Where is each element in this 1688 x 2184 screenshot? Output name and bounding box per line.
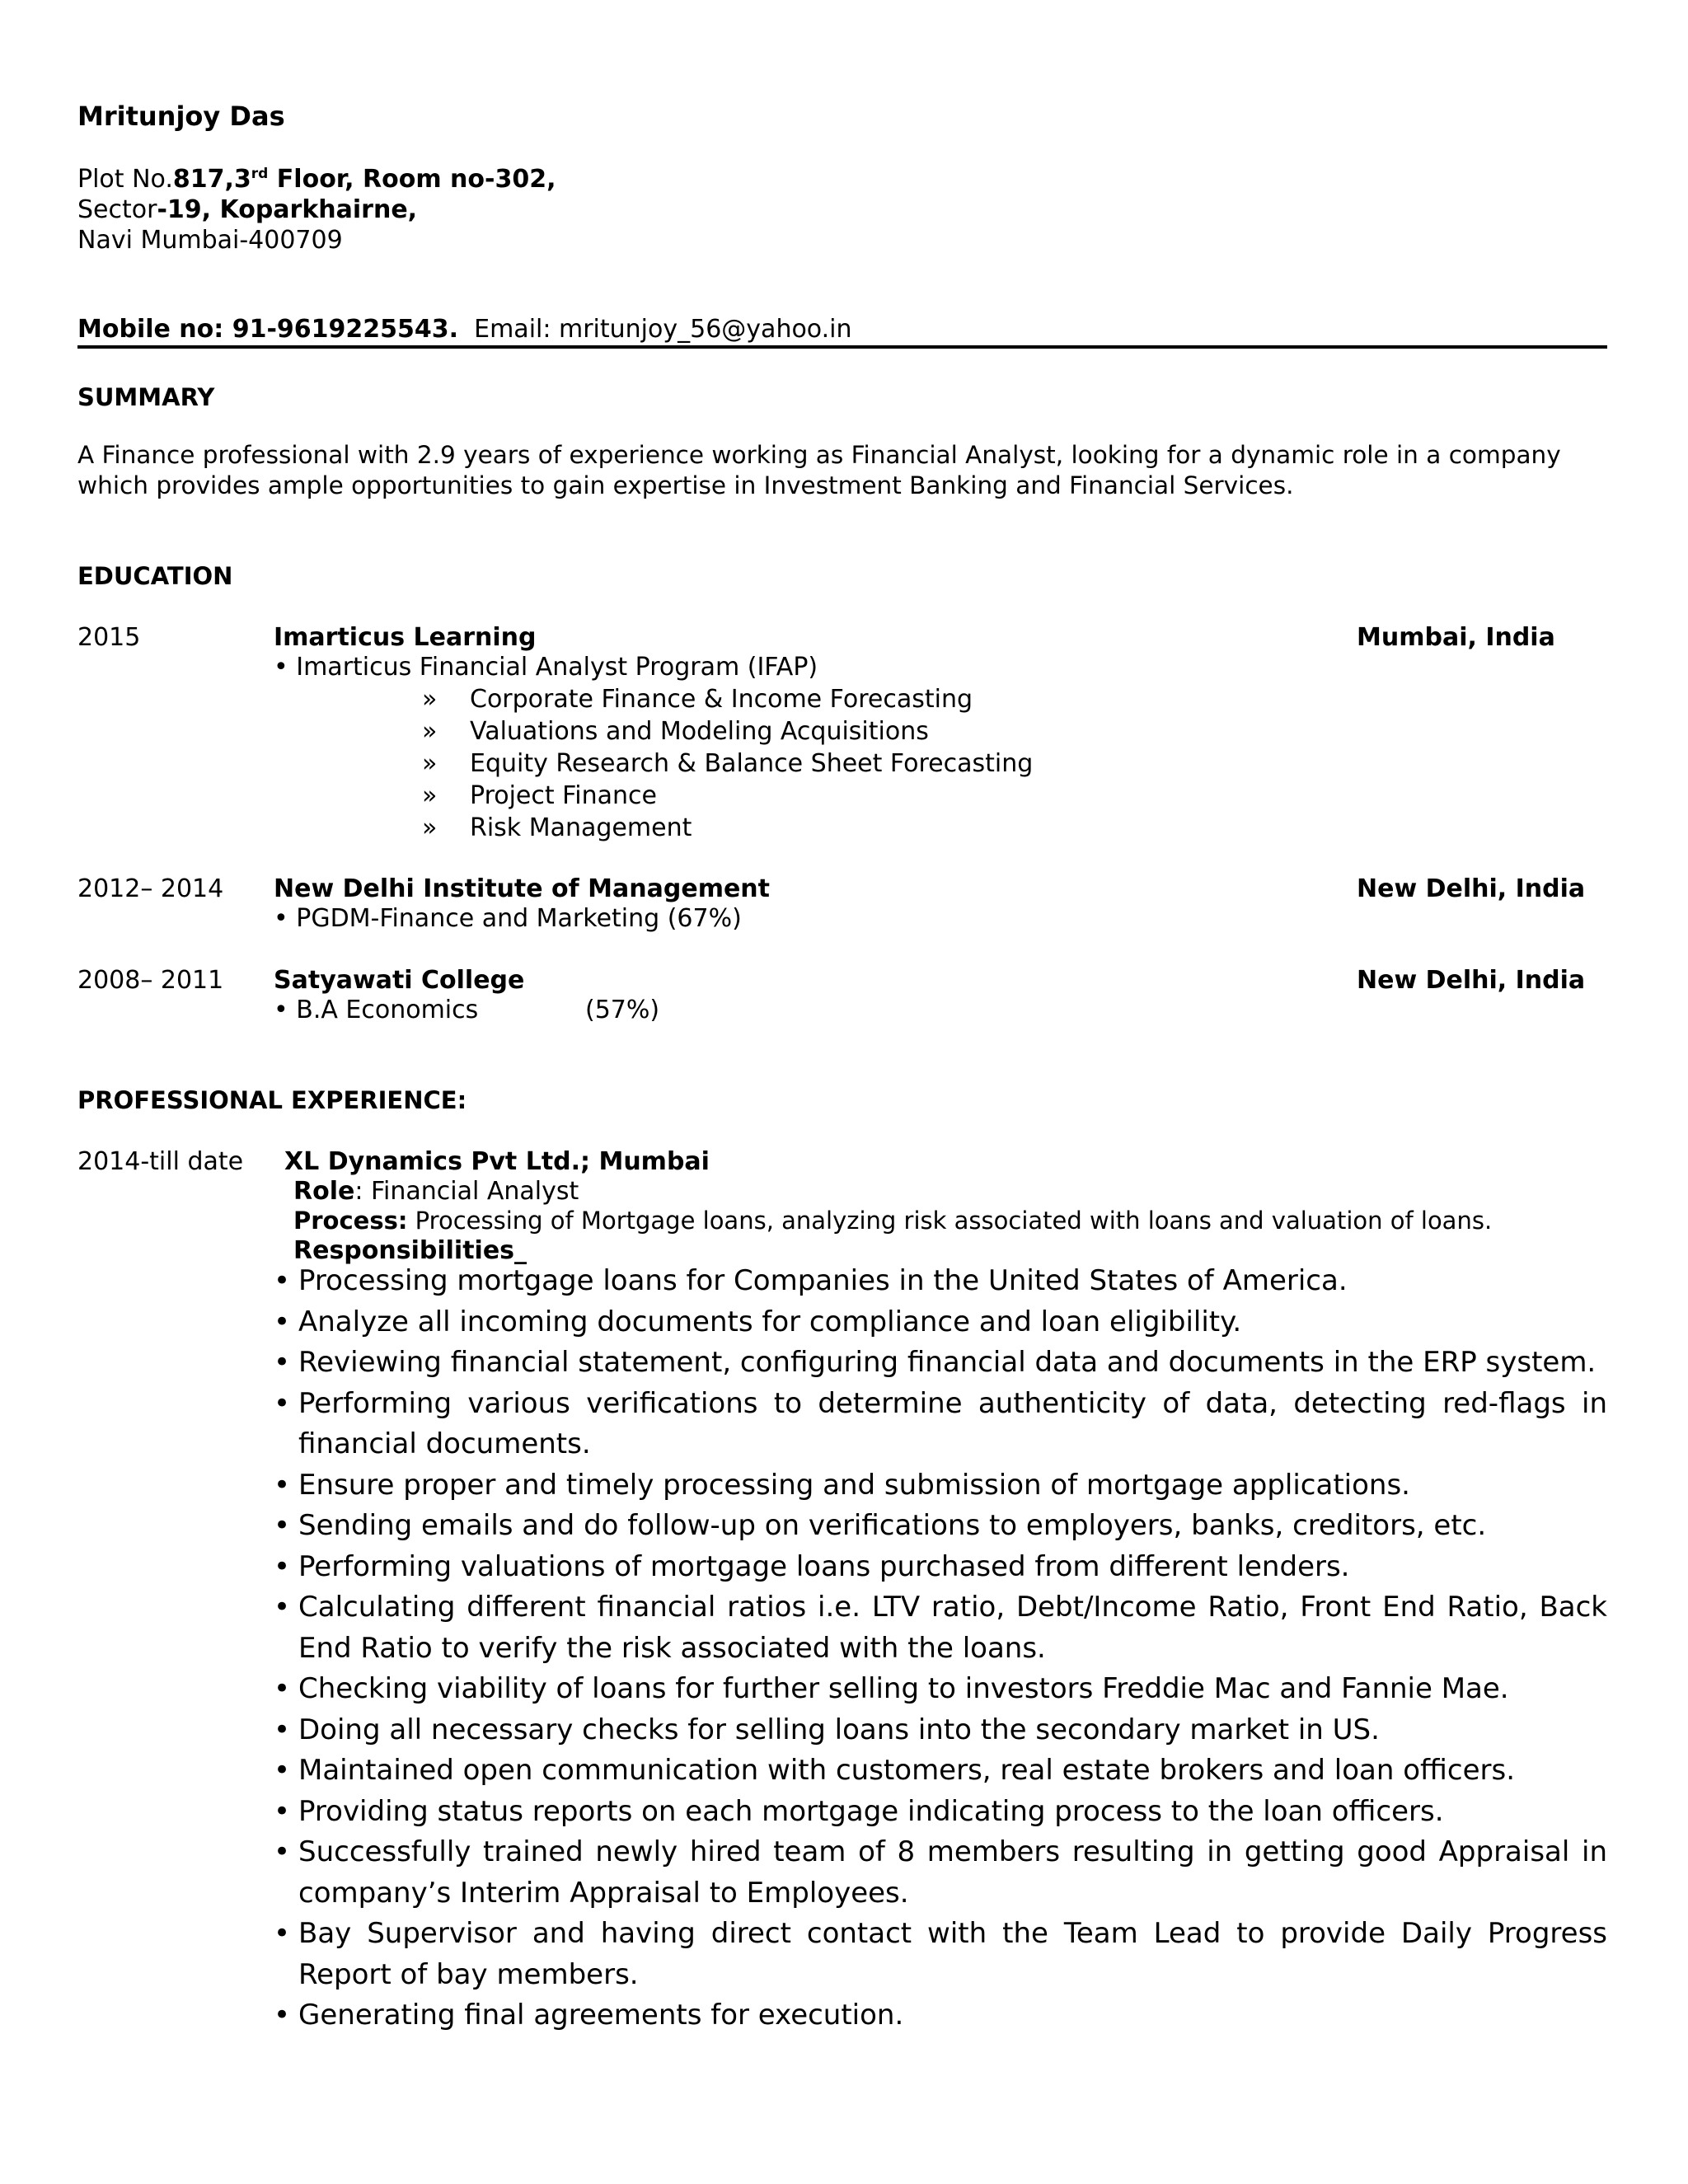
course-item: » Valuations and Modeling Acquisitions [422, 717, 929, 746]
education-year: 2008– 2011 [77, 966, 224, 995]
address-line-3: Navi Mumbai-400709 [77, 226, 343, 255]
list-item: • Providing status reports on each mortgage indicating process to the loan officers. [274, 1792, 1607, 1833]
list-item: • Performing valuations of mortgage loans purchased from different lenders. [274, 1547, 1607, 1588]
address-line-2: Sector-19, Koparkhairne, [77, 195, 418, 224]
course-item: » Corporate Finance & Income Forecasting [422, 685, 973, 714]
course-item: » Equity Research & Balance Sheet Forecasting [422, 749, 1034, 778]
education-institution: Satyawati College [274, 966, 525, 995]
list-item: • Performing various verifications to determine authenticity of data, detecting red-flags in financial documents. [274, 1384, 1607, 1465]
candidate-name: Mritunjoy Das [77, 101, 285, 132]
header-divider [77, 345, 1607, 349]
list-item: • Checking viability of loans for further selling to investors Freddie Mac and Fannie Mae. [274, 1669, 1607, 1710]
list-item: • Processing mortgage loans for Companies in the United States of America. [274, 1261, 1607, 1302]
list-item: • Maintained open communication with customers, real estate brokers and loan officers. [274, 1750, 1607, 1792]
address-line-1: Plot No.817,3rd Floor, Room no-302, [77, 165, 556, 194]
email-address[interactable]: Email: mritunjoy_56@yahoo.in [474, 315, 852, 344]
experience-role: Role: Financial Analyst [293, 1177, 579, 1206]
course-item: » Risk Management [422, 813, 692, 842]
course-item: » Project Finance [422, 781, 657, 810]
list-item: • Ensure proper and timely processing and submission of mortgage applications. [274, 1465, 1607, 1507]
education-year: 2015 [77, 623, 141, 652]
list-item: • Reviewing financial statement, configuring financial data and documents in the ERP system. [274, 1343, 1607, 1384]
list-item: • Sending emails and do follow-up on verifications to employers, banks, creditors, etc. [274, 1506, 1607, 1547]
list-item: • Bay Supervisor and having direct contact with the Team Lead to provide Daily Progress Report of bay members. [274, 1914, 1607, 1995]
education-program: • Imarticus Financial Analyst Program (IFAP) [274, 653, 818, 682]
education-heading: EDUCATION [77, 562, 233, 590]
summary-text: A Finance professional with 2.9 years of experience working as Financial Analyst, looking for a dynamic role in a company which provides ample opportunities to gain expertise in Investment Banking and Financial Services. [77, 441, 1561, 499]
list-item: • Generating final agreements for execution. [274, 1995, 1607, 2036]
list-item: • Calculating different financial ratios i.e. LTV ratio, Debt/Income Ratio, Front End Ratio, Back End Ratio to verify the risk associated with the loans. [274, 1587, 1607, 1669]
education-institution: New Delhi Institute of Management [274, 874, 770, 903]
education-program: • B.A Economics [274, 996, 479, 1024]
education-location: New Delhi, India [1357, 874, 1586, 903]
experience-heading: PROFESSIONAL EXPERIENCE: [77, 1086, 467, 1114]
list-item: • Doing all necessary checks for selling loans into the secondary market in US. [274, 1710, 1607, 1751]
list-item: • Successfully trained newly hired team of 8 members resulting in getting good Appraisal in company’s Interim Appraisal to Employees. [274, 1832, 1607, 1914]
summary-heading: SUMMARY [77, 383, 215, 411]
list-item: • Analyze all incoming documents for compliance and loan eligibility. [274, 1302, 1607, 1343]
responsibilities-label: Responsibilities_ [293, 1236, 528, 1265]
education-institution: Imarticus Learning [274, 623, 537, 652]
experience-period: 2014-till date [77, 1147, 244, 1176]
experience-company: XL Dynamics Pvt Ltd.; Mumbai [284, 1147, 710, 1176]
education-location: Mumbai, India [1357, 623, 1555, 652]
education-year: 2012– 2014 [77, 874, 224, 903]
responsibilities-list [274, 1261, 1607, 2036]
contact-line [77, 315, 852, 344]
education-location: New Delhi, India [1357, 966, 1586, 995]
education-score: (57%) [585, 996, 660, 1024]
experience-process: Process: Processing of Mortgage loans, analyzing risk associated with loans and valuation of loans. [293, 1207, 1493, 1235]
mobile-number: Mobile no: 91-9619225543. [77, 315, 459, 344]
education-program: • PGDM-Finance and Marketing (67%) [274, 904, 742, 933]
